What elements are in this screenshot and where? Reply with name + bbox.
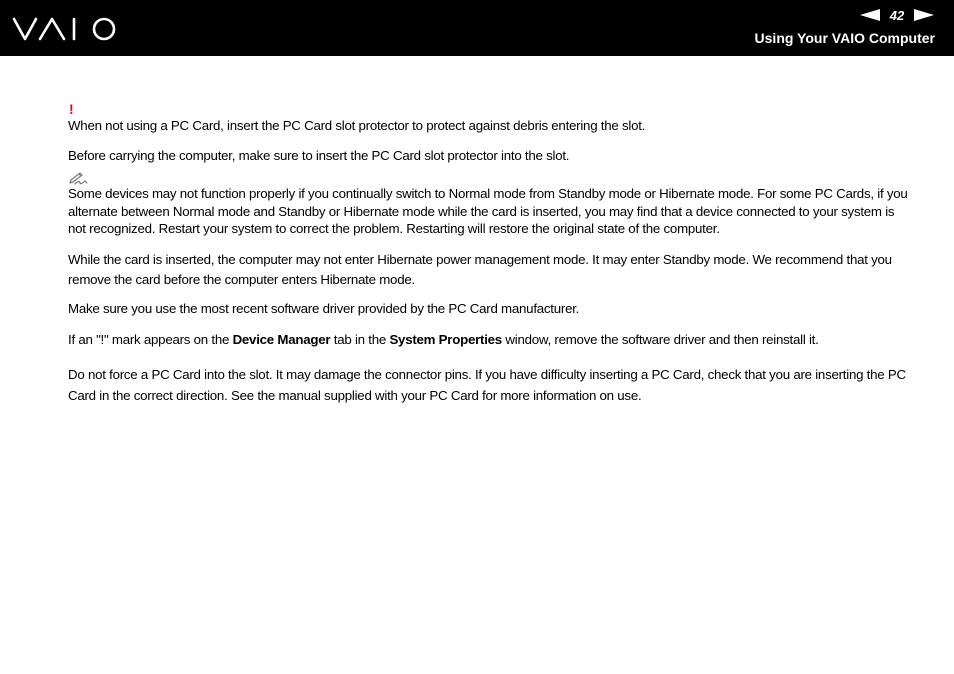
force-text: Do not force a PC Card into the slot. It may damage the connector pins. If you have difficulty inserting a PC Card, check that you are inserting the PC Card in the correct direction. See the manual supplied with your PC Card for more information on use. — [68, 366, 906, 403]
section-title: Using Your VAIO Computer — [754, 30, 935, 46]
page-content — [68, 102, 914, 406]
device-manager-text — [68, 331, 914, 349]
warning-icon: ! — [69, 101, 74, 117]
device-manager-text-part: window, remove the software driver and then reinstall it. — [501, 332, 819, 347]
hibernate-text: While the card is inserted, the computer may not enter Hibernate power management mode. It may enter Standby mode. We recommend that you remove the card before the computer enters Hibernate mode. — [68, 251, 892, 287]
triangle-right-icon[interactable] — [914, 9, 934, 21]
page-header — [0, 0, 954, 56]
carry-text: Before carrying the computer, make sure to insert the PC Card slot protector into the slot. — [68, 147, 570, 163]
pencil-note-icon — [68, 172, 88, 185]
device-manager-text-part: tab in the — [330, 332, 390, 347]
system-properties-label: System Properties — [389, 332, 502, 347]
triangle-left-icon[interactable] — [860, 9, 880, 21]
driver-text: Make sure you use the most recent software driver provided by the PC Card manufacturer. — [68, 300, 580, 316]
page-navigation — [860, 7, 934, 23]
note-text: Some devices may not function properly if you continually switch to Normal mode from Standby mode or Hibernate mode. For some PC Cards, if you alternate between Normal mode and Standby or Hibernate mode while the card is inserted, you may find that a device connected to your system is not recognized. Restart your system to correct the problem. Restarting will restore the original state of the computer. — [68, 186, 908, 236]
warning-text: When not using a PC Card, insert the PC Card slot protector to protect against debris entering the slot. — [68, 118, 646, 133]
vaio-logo — [12, 15, 122, 43]
device-manager-label: Device Manager — [232, 332, 331, 347]
page-number: 42 — [889, 7, 905, 23]
device-manager-text-part: If an "!" mark appears on the — [68, 332, 233, 347]
